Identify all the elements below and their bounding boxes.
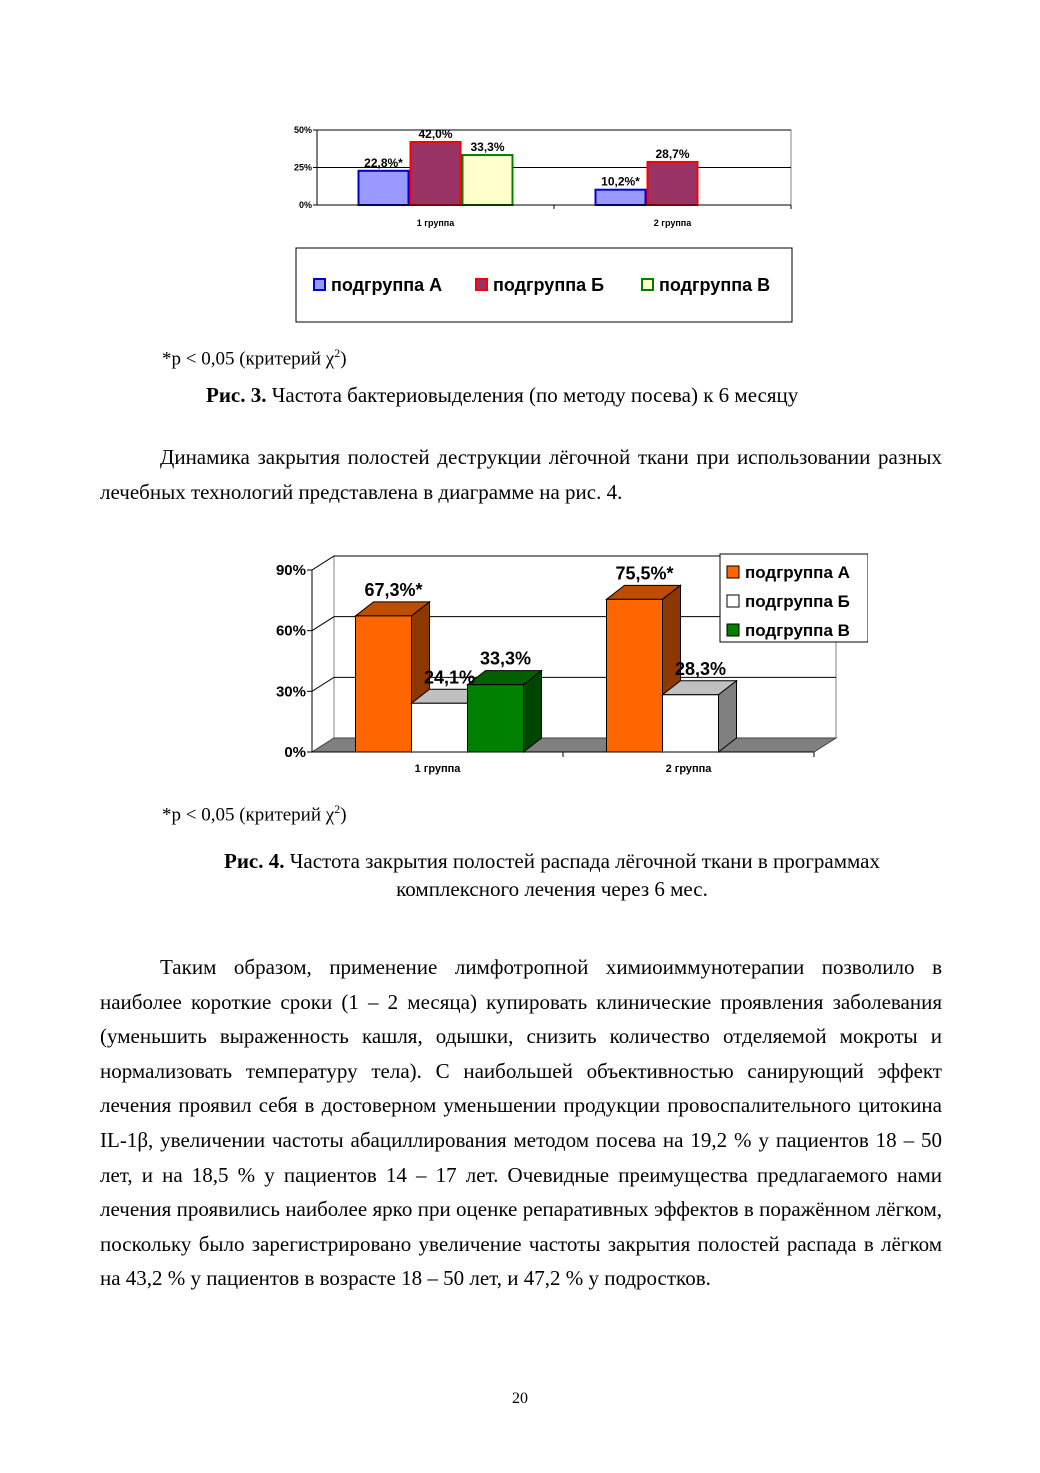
page-number: 20 [512, 1390, 528, 1407]
fig3-legend-swatch [476, 279, 487, 290]
fig4-legend-label: подгруппа Б [745, 592, 850, 611]
fig4-ytick-label: 60% [275, 622, 306, 640]
fig3-data-label: 10,2%* [601, 174, 640, 189]
fig4-legend-swatch [727, 595, 739, 607]
fig4-data-label: 24,1% [423, 667, 476, 688]
fig3-xtick-label: 2 группа [653, 218, 692, 228]
fig3-data-label: 28,7% [655, 146, 690, 161]
fig4-data-label: 67,3%* [364, 579, 423, 600]
figure4-chart [268, 548, 868, 780]
fig3-bar [463, 155, 513, 205]
fig4-footnote: *p < 0,05 (критерий $\chi^2$) [162, 802, 347, 826]
fig4-data-label: 33,3% [479, 648, 532, 669]
fig3-legend-label: подгруппа А [331, 275, 443, 295]
fig3-data-label: 33,3% [470, 140, 505, 155]
fig4-legend-swatch [727, 624, 739, 636]
fig4-data-label: 75,5%* [615, 563, 674, 584]
fig3-legend-swatch [642, 279, 653, 290]
fig4-bar [412, 703, 468, 752]
fig4-bar [356, 616, 412, 752]
fig3-ytick-label: 50% [293, 125, 312, 135]
fig3-ytick-label: 25% [293, 162, 312, 173]
fig4-xtick-label: 1 группа [414, 763, 461, 775]
fig3-legend-swatch [314, 279, 325, 290]
fig4-ytick-label: 30% [275, 683, 306, 701]
fig3-xtick-label: 1 группа [416, 218, 455, 228]
fig4-bar [468, 685, 524, 752]
fig4-bar [607, 599, 663, 752]
fig3-legend-label: подгруппа В [659, 275, 771, 295]
fig4-legend-swatch [727, 566, 739, 578]
fig4-caption: Рис. 4. Частота закрытия полостей распада лёгочной ткани в программах комплексного лечения через 6 мес. [224, 849, 880, 901]
fig3-bar [411, 142, 461, 205]
fig3-data-label: 42,0% [418, 127, 453, 141]
fig4-legend-label: подгруппа А [745, 563, 850, 582]
fig4-legend-label: подгруппа В [745, 621, 850, 640]
fig3-legend-label: подгруппа Б [493, 275, 605, 295]
fig4-data-label: 28,3% [674, 658, 727, 679]
figure3-chart [280, 118, 800, 330]
fig4-bar-side [524, 671, 542, 752]
fig3-bar [596, 190, 646, 205]
fig4-ytick-label: 0% [284, 744, 306, 761]
fig4-side-wall [312, 556, 334, 752]
paragraph-intro-fig4: Динамика закрытия полостей деструкции лёгочной ткани при использовании разных лечебных технологий представлена в диаграмме на рис. 4. [100, 445, 942, 504]
fig3-ytick-label: 0% [298, 200, 312, 210]
fig4-xtick-label: 2 группа [665, 763, 712, 775]
fig4-ytick-label: 90% [275, 562, 306, 579]
fig3-footnote: *p < 0,05 (критерий $\chi^2$) [162, 346, 347, 370]
fig3-data-label: 22,8%* [364, 155, 403, 170]
fig3-bar [648, 162, 698, 205]
fig4-bar [663, 695, 719, 752]
paragraph-conclusion: Таким образом, применение лимфотропной химиоиммунотерапии позволило в наиболее короткие сроки (1 – 2 месяца) купировать клинические проявления заболевания (уменьшить выраженность кашля, одышки, снизить количество отделяемой мокроты и нормализовать температуру тела). С наибольшей объективностью санирующий эффект лечения проявил себя в достоверном уменьшении продукции провоспалительного цитокина IL-1β, увеличении частоты абациллирования методом посева на 19,2 % у пациентов 18 – 50 лет, и на 18,5 % у пациентов 14 – 17 лет. Очевидные преимущества предлагаемого нами лечения проявились наиболее ярко при оценке репаративных эффектов в поражённом лёгком, поскольку было зарегистрировано увеличение частоты закрытия полостей распада в лёгком на 43,2 % у пациентов в возрасте 18 – 50 лет, и 47,2 % у подростков. [100, 955, 942, 1291]
fig3-bar [359, 171, 409, 205]
fig3-caption: Рис. 3. Частота бактериовыделения (по методу посева) к 6 месяцу [206, 383, 799, 407]
